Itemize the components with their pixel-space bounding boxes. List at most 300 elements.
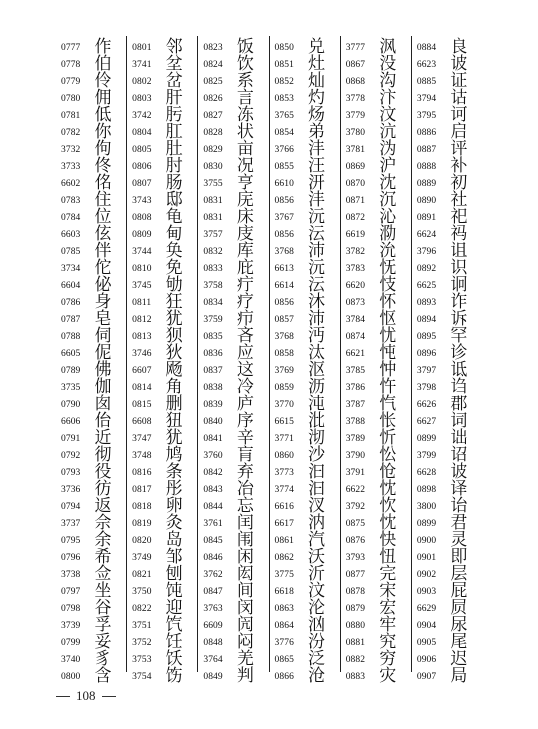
table-row: [412, 294, 482, 311]
table-row: [56, 328, 126, 345]
char-code: 3780: [345, 127, 366, 138]
character: 炀: [308, 105, 326, 125]
char-code: 0875: [345, 518, 366, 529]
table-row: [270, 277, 340, 294]
table-row: [127, 634, 197, 651]
char-code: 0892: [416, 263, 437, 274]
character: 角: [165, 377, 183, 397]
character: 怅: [379, 411, 397, 431]
table-row: [56, 345, 126, 362]
char-code: 6628: [416, 467, 437, 478]
character: 尿: [450, 615, 468, 635]
character: 肓: [236, 445, 254, 465]
table-row: [56, 209, 126, 226]
char-code: 0887: [416, 144, 437, 155]
table-row: [56, 634, 126, 651]
char-code: 6605: [61, 348, 81, 359]
table-row: [127, 498, 197, 515]
char-code: 3770: [274, 399, 294, 410]
character: 怃: [379, 258, 397, 278]
table-row: [270, 226, 340, 243]
character: 住: [94, 190, 112, 210]
char-code: 0904: [416, 620, 437, 631]
char-code: 6621: [345, 348, 366, 359]
char-code: 0903: [416, 586, 437, 597]
char-code: 0792: [61, 450, 81, 461]
table-row: [56, 260, 126, 277]
char-code: 3771: [274, 433, 294, 444]
char-code: 0835: [203, 331, 223, 342]
table-row: [198, 549, 268, 566]
char-code: 0902: [416, 569, 437, 580]
char-code: 3735: [61, 382, 81, 393]
char-code: 0857: [274, 314, 294, 325]
table-row: [198, 311, 268, 328]
table-row: [341, 447, 411, 464]
character: 祃: [450, 224, 468, 244]
character: 邸: [165, 190, 183, 210]
char-code: 0798: [61, 603, 81, 614]
character: 尾: [450, 632, 468, 652]
char-code: 0823: [203, 42, 223, 53]
table-row: [270, 498, 340, 515]
character: 狃: [165, 411, 183, 431]
char-code: 0799: [61, 637, 81, 648]
table-row: [198, 192, 268, 209]
character: 坌: [165, 54, 183, 74]
character: 沈: [379, 173, 397, 193]
table-row: [56, 583, 126, 600]
table-row: [412, 141, 482, 158]
char-code: 0872: [345, 212, 366, 223]
table-row: [341, 430, 411, 447]
char-code: 0854: [274, 127, 294, 138]
char-code: 3758: [203, 280, 223, 291]
char-code: 0846: [203, 552, 223, 563]
character: 沁: [379, 207, 397, 227]
table-row: [198, 634, 268, 651]
char-code: 3755: [203, 178, 223, 189]
character: 判: [236, 666, 254, 686]
char-code: 6615: [274, 416, 294, 427]
character: 沘: [308, 411, 326, 431]
table-row: [341, 481, 411, 498]
character: 沛: [308, 241, 326, 261]
char-code: 0858: [274, 348, 294, 359]
char-code: 0787: [61, 314, 81, 325]
table-row: [127, 430, 197, 447]
char-code: 0797: [61, 586, 81, 597]
char-code: 0832: [203, 246, 223, 257]
table-row: [198, 532, 268, 549]
table-row: [412, 56, 482, 73]
character: 诈: [450, 292, 468, 312]
table-row: [270, 209, 340, 226]
table-row: [198, 447, 268, 464]
char-code: 3782: [345, 246, 366, 257]
character: 伽: [94, 377, 112, 397]
character: 免: [165, 258, 183, 278]
char-code: 0809: [132, 229, 152, 240]
character: 狂: [165, 292, 183, 312]
character: 诐: [450, 462, 468, 482]
character: 词: [450, 411, 468, 431]
char-code: 0853: [274, 93, 294, 104]
table-row: [198, 583, 268, 600]
character: 沛: [308, 309, 326, 329]
table-row: [412, 532, 482, 549]
character: 邻: [165, 37, 183, 57]
char-code: 0901: [416, 552, 437, 563]
char-code: 0831: [203, 195, 223, 206]
table-row: [198, 464, 268, 481]
character: 冷: [236, 377, 254, 397]
table-row: [198, 362, 268, 379]
char-code: 3757: [203, 229, 223, 240]
char-code: 3775: [274, 569, 294, 580]
table-row: [412, 498, 482, 515]
character: 豸: [94, 649, 112, 669]
character: 宏: [379, 598, 397, 618]
table-row: [198, 73, 268, 90]
table-row: [198, 56, 268, 73]
table-row: [198, 668, 268, 685]
table-row: [270, 141, 340, 158]
table-row: [412, 124, 482, 141]
table-row: [412, 464, 482, 481]
character: 庇: [236, 258, 254, 278]
char-code: 0844: [203, 501, 223, 512]
table-row: [127, 294, 197, 311]
character: 应: [236, 343, 254, 363]
char-code: 0785: [61, 246, 81, 257]
character: 甸: [165, 224, 183, 244]
table-row: [198, 226, 268, 243]
character: 君: [450, 513, 468, 533]
character: 忡: [379, 360, 397, 380]
character: 佥: [94, 564, 112, 584]
character: 鸠: [165, 445, 183, 465]
table-row: [270, 566, 340, 583]
character: 伺: [94, 326, 112, 346]
table-row: [56, 515, 126, 532]
table-row: [270, 243, 340, 260]
character: 评: [450, 139, 468, 159]
char-code: 0905: [416, 637, 437, 648]
char-code: 0849: [203, 671, 223, 682]
table-row: [56, 243, 126, 260]
table-row: [56, 277, 126, 294]
char-code: 3784: [345, 314, 366, 325]
character: 诃: [450, 105, 468, 125]
character: 忧: [379, 326, 397, 346]
char-code: 0806: [132, 161, 152, 172]
character: 犹: [165, 309, 183, 329]
character: 皂: [94, 309, 112, 329]
table-row: [341, 192, 411, 209]
table-row: [412, 90, 482, 107]
character: 饪: [165, 632, 183, 652]
char-code: 3732: [61, 144, 81, 155]
table-row: [270, 430, 340, 447]
char-code: 0811: [132, 297, 152, 308]
char-code: 0906: [416, 654, 437, 665]
table-row: [56, 600, 126, 617]
table-column: [126, 36, 197, 686]
table-row: [198, 345, 268, 362]
char-code: 0795: [61, 535, 81, 546]
character: 牢: [379, 615, 397, 635]
table-row: [56, 141, 126, 158]
char-code: 0831: [203, 212, 223, 223]
table-row: [341, 583, 411, 600]
character: 沧: [308, 666, 326, 686]
char-code: 3797: [416, 365, 437, 376]
table-row: [341, 328, 411, 345]
char-code: 0893: [416, 297, 437, 308]
table-column: [269, 36, 340, 686]
table-row: [341, 515, 411, 532]
char-code: 0842: [203, 467, 223, 478]
table-row: [198, 90, 268, 107]
char-code: 0808: [132, 212, 152, 223]
character: 诊: [450, 343, 468, 363]
character: 沪: [379, 156, 397, 176]
table-row: [341, 549, 411, 566]
table-row: [127, 396, 197, 413]
char-code: 0830: [203, 161, 223, 172]
char-code: 3793: [345, 552, 366, 563]
char-code: 0814: [132, 382, 152, 393]
char-code: 3742: [132, 110, 152, 121]
table-row: [412, 328, 482, 345]
table-row: [270, 583, 340, 600]
char-code: 0894: [416, 314, 437, 325]
table-row: [412, 345, 482, 362]
table-row: [270, 90, 340, 107]
table-row: [341, 226, 411, 243]
character: 饨: [165, 581, 183, 601]
char-code: 3767: [274, 212, 294, 223]
char-code: 6604: [61, 280, 81, 291]
character: 佛: [94, 360, 112, 380]
character: 作: [94, 37, 112, 57]
table-row: [270, 311, 340, 328]
char-code: 3783: [345, 263, 366, 274]
character: 局: [450, 666, 468, 686]
table-row: [198, 141, 268, 158]
table-row: [341, 124, 411, 141]
character: 佗: [94, 258, 112, 278]
character: 佝: [94, 139, 112, 159]
table-row: [198, 294, 268, 311]
table-row: [127, 413, 197, 430]
char-code: 6620: [345, 280, 366, 291]
character: 灿: [308, 71, 326, 91]
character: 序: [236, 411, 254, 431]
char-code: 0863: [274, 603, 294, 614]
char-code: 0850: [274, 42, 294, 53]
char-code: 0879: [345, 603, 366, 614]
char-code: 0796: [61, 552, 81, 563]
character: 亩: [236, 139, 254, 159]
char-code: 0856: [274, 195, 294, 206]
char-code: 0878: [345, 586, 366, 597]
character: 饬: [165, 666, 183, 686]
table-row: [56, 549, 126, 566]
table-row: [56, 413, 126, 430]
char-code: 0788: [61, 331, 81, 342]
char-code: 0855: [274, 161, 294, 172]
character: 彤: [165, 479, 183, 499]
character: 灵: [450, 530, 468, 550]
char-code: 0868: [345, 76, 366, 87]
character: 迎: [165, 598, 183, 618]
character: 沙: [308, 445, 326, 465]
table-row: [412, 243, 482, 260]
char-code: 0817: [132, 484, 152, 495]
character: 怆: [379, 462, 397, 482]
char-code: 0783: [61, 195, 81, 206]
char-code: 3788: [345, 416, 366, 427]
char-code: 0847: [203, 586, 223, 597]
char-code: 0889: [416, 178, 437, 189]
character: 社: [450, 190, 468, 210]
character: 怀: [379, 292, 397, 312]
char-code: 3752: [132, 637, 152, 648]
character: 狄: [165, 343, 183, 363]
character: 忻: [379, 428, 397, 448]
table-row: [412, 379, 482, 396]
character: 沄: [308, 275, 326, 295]
char-code: 6624: [416, 229, 437, 240]
character: 译: [450, 479, 468, 499]
table-row: [341, 362, 411, 379]
character: 邹: [165, 547, 183, 567]
char-code: 0899: [416, 433, 437, 444]
table-row: [198, 413, 268, 430]
character: 忳: [379, 343, 397, 363]
char-code: 0845: [203, 535, 223, 546]
character: 沂: [308, 564, 326, 584]
character: 沅: [308, 207, 326, 227]
character: 汧: [308, 173, 326, 193]
table-column: [340, 36, 411, 686]
char-code: 0807: [132, 178, 152, 189]
character: 沄: [308, 224, 326, 244]
character: 沨: [379, 37, 397, 57]
character: 希: [94, 547, 112, 567]
character: 诐: [450, 54, 468, 74]
character: 究: [379, 632, 397, 652]
character: 闱: [236, 530, 254, 550]
character: 良: [450, 37, 468, 57]
character: 诂: [450, 88, 468, 108]
table-row: [127, 379, 197, 396]
character: 你: [94, 122, 112, 142]
char-code: 0825: [203, 76, 223, 87]
character: 身: [94, 292, 112, 312]
table-row: [127, 464, 197, 481]
character: 沉: [379, 190, 397, 210]
table-row: [412, 634, 482, 651]
table-row: [341, 260, 411, 277]
character: 肝: [165, 88, 183, 108]
character: 诅: [450, 241, 468, 261]
char-code: 0822: [132, 603, 152, 614]
table-row: [127, 39, 197, 56]
character: 泐: [379, 224, 397, 244]
character: 弟: [308, 122, 326, 142]
table-row: [56, 107, 126, 124]
table-row: [341, 277, 411, 294]
table-row: [270, 39, 340, 56]
table-row: [56, 294, 126, 311]
char-code: 0827: [203, 110, 223, 121]
table-row: [341, 56, 411, 73]
char-code: 0821: [132, 569, 152, 580]
character: 诉: [450, 309, 468, 329]
character: 初: [450, 173, 468, 193]
char-code: 3746: [132, 348, 152, 359]
table-row: [341, 413, 411, 430]
character: 快: [379, 530, 397, 550]
table-row: [341, 107, 411, 124]
char-code: 0898: [416, 484, 437, 495]
character: 系: [236, 71, 254, 91]
table-row: [270, 56, 340, 73]
table-row: [412, 158, 482, 175]
table-row: [127, 532, 197, 549]
char-code: 3781: [345, 144, 366, 155]
character: 沤: [308, 360, 326, 380]
char-code: 3764: [203, 654, 223, 665]
char-code: 3740: [61, 654, 81, 665]
character: 床: [236, 207, 254, 227]
char-code: 6618: [274, 586, 294, 597]
char-code: 0839: [203, 399, 223, 410]
char-code: 0856: [274, 297, 294, 308]
table-row: [56, 566, 126, 583]
char-code: 0888: [416, 161, 437, 172]
table-row: [198, 379, 268, 396]
table-row: [56, 362, 126, 379]
char-code: 0786: [61, 297, 81, 308]
char-code: 0781: [61, 110, 81, 121]
character: 沣: [308, 139, 326, 159]
table-row: [341, 379, 411, 396]
char-code: 0833: [203, 263, 223, 274]
character: 汹: [308, 615, 326, 635]
character: 肘: [165, 156, 183, 176]
table-row: [127, 107, 197, 124]
character: 诒: [450, 496, 468, 516]
table-row: [270, 668, 340, 685]
char-code: 3753: [132, 654, 152, 665]
char-code: 0791: [61, 433, 81, 444]
char-code: 0805: [132, 144, 152, 155]
char-code: 3799: [416, 450, 437, 461]
character: 刨: [165, 564, 183, 584]
table-row: [341, 311, 411, 328]
char-code: 3739: [61, 620, 81, 631]
char-code: 0790: [61, 399, 81, 410]
character: 灶: [308, 54, 326, 74]
character: 岛: [165, 530, 183, 550]
character: 删: [165, 394, 183, 414]
character: 伴: [94, 241, 112, 261]
character: 沏: [308, 428, 326, 448]
